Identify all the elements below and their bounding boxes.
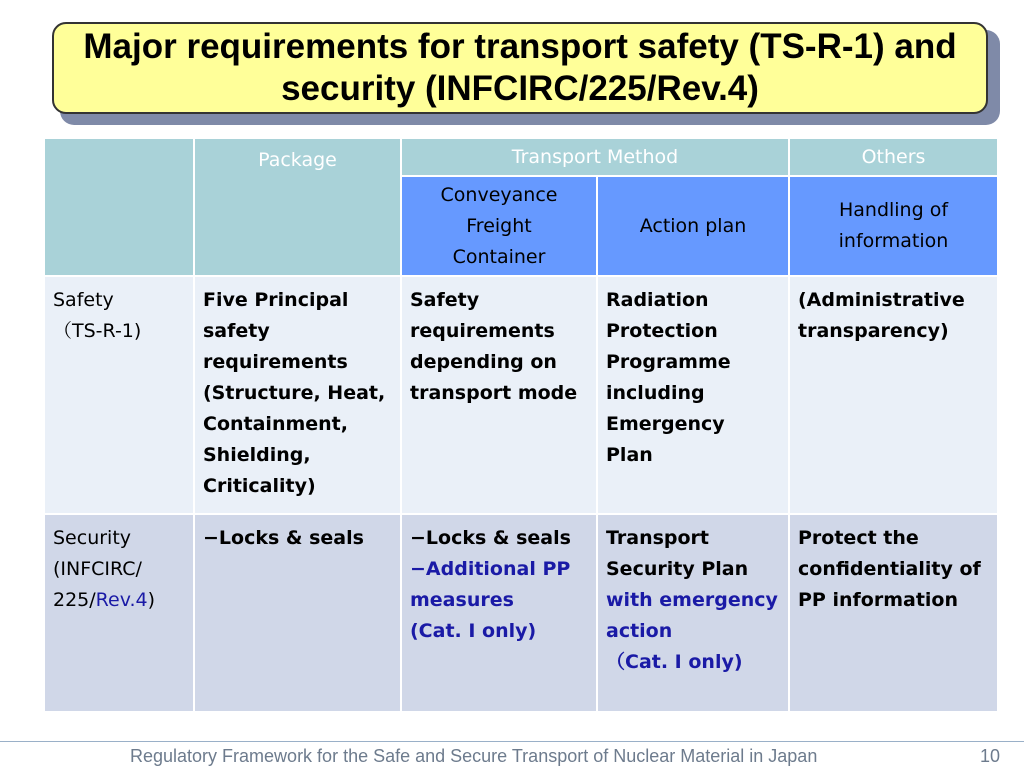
slide-title: Major requirements for transport safety (TS-R-1) and security (INFCIRC/225/Rev.4): [83, 27, 957, 108]
cell-line: including: [606, 382, 705, 404]
label-part: Rev.4: [95, 589, 148, 611]
security-label: [44, 514, 194, 712]
safety-handling-cell: [789, 276, 998, 514]
subheader-handling: [789, 176, 998, 276]
label-part: 225/: [53, 589, 96, 611]
security-action-plan-cell: [597, 514, 789, 712]
subheader-conveyance-line: Container: [452, 245, 546, 268]
safety-action-plan-cell: [597, 276, 789, 514]
subheader-conveyance-line: Freight: [466, 214, 532, 237]
security-row: [44, 514, 998, 712]
header-transport-method: Transport Method: [401, 138, 789, 176]
subheader-action-plan: Action plan: [597, 176, 789, 276]
safety-label-line: Safety: [53, 289, 114, 311]
security-handling-cell: [789, 514, 998, 712]
cell-line: Shielding,: [203, 444, 311, 466]
cell-line: transport mode: [410, 382, 578, 404]
cell-line: Transport: [606, 527, 710, 549]
cell-line: PP information: [798, 589, 958, 611]
cell-line: Protection: [606, 320, 718, 342]
safety-label-line: （TS-R-1): [53, 320, 142, 342]
header-row: [44, 138, 998, 176]
subheader-conveyance: [401, 176, 597, 276]
security-conveyance-cell: [401, 514, 597, 712]
cell-line: −Locks & seals: [410, 527, 571, 549]
safety-conveyance-cell: [401, 276, 597, 514]
safety-label: [44, 276, 194, 514]
cell-line: transparency): [798, 320, 949, 342]
subheader-handling-line: information: [838, 230, 949, 252]
page-number: 10: [980, 746, 1001, 766]
corner-cell: [44, 138, 194, 276]
cell-line: requirements: [410, 320, 555, 342]
security-label-line: (INFCIRC/: [53, 558, 142, 580]
cell-line: (Administrative: [798, 289, 965, 311]
cell-line: measures: [410, 589, 514, 611]
cell-line: Programme: [606, 351, 731, 373]
footer-text: Regulatory Framework for the Safe and Secure Transport of Nuclear Material in Japan: [130, 746, 818, 766]
security-label-line: [53, 585, 185, 616]
cell-line: Security Plan: [606, 558, 749, 580]
security-package-cell: [194, 514, 401, 712]
cell-line: −Additional PP: [410, 558, 571, 580]
cell-line: depending on: [410, 351, 557, 373]
cell-line: action: [606, 620, 673, 642]
cell-line: requirements: [203, 351, 348, 373]
cell-line: Safety: [410, 289, 480, 311]
cell-line: −Locks & seals: [203, 527, 364, 549]
header-others: Others: [789, 138, 998, 176]
cell-line: Containment,: [203, 413, 348, 435]
cell-line: （Cat. I only): [606, 651, 743, 673]
title-box: [52, 22, 988, 114]
safety-row: [44, 276, 998, 514]
cell-line: safety: [203, 320, 270, 342]
label-part: ): [147, 589, 156, 611]
cell-line: (Cat. I only): [410, 620, 537, 642]
cell-line: confidentiality of: [798, 558, 981, 580]
cell-line: Radiation: [606, 289, 709, 311]
requirements-table: [43, 137, 999, 713]
cell-line: (Structure, Heat,: [203, 382, 386, 404]
cell-line: Criticality): [203, 475, 316, 497]
header-package: Package: [194, 138, 401, 276]
cell-line: with emergency: [606, 589, 778, 611]
cell-line: Protect the: [798, 527, 919, 549]
safety-package-cell: [194, 276, 401, 514]
footer-divider: [0, 741, 1024, 742]
subheader-handling-line: Handling of: [838, 199, 949, 221]
cell-line: Five Principal: [203, 289, 349, 311]
security-label-line: Security: [53, 527, 132, 549]
cell-line: Plan: [606, 444, 653, 466]
subheader-conveyance-line: Conveyance: [440, 183, 558, 206]
cell-line: Emergency: [606, 413, 725, 435]
